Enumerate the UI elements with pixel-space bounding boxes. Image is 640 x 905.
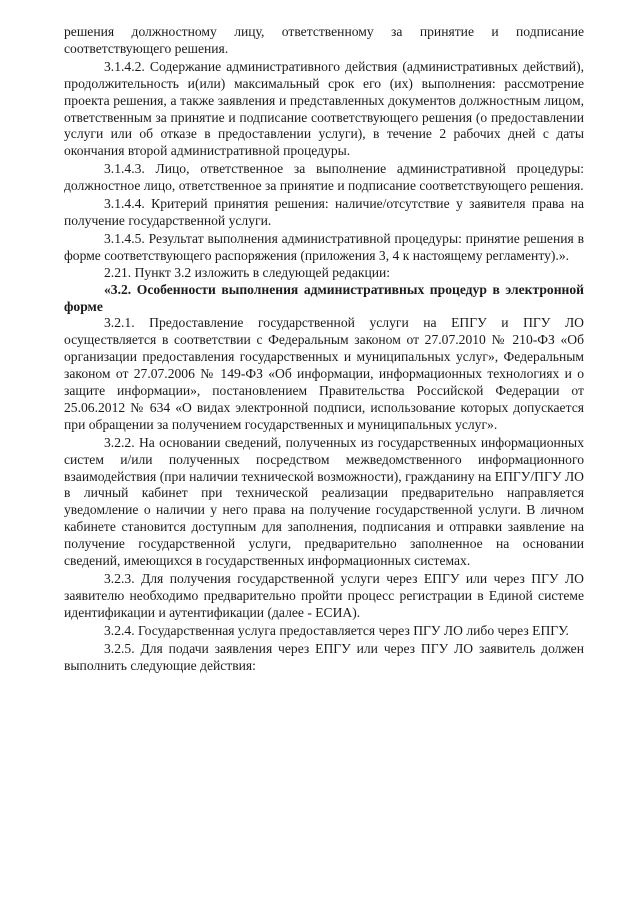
paragraph-3-1-4-5: 3.1.4.5. Результат выполнения административной процедуры: принятие решения в форме соответствующего распоряжения (приложения 3, 4 к настоящему регламенту).».: [64, 230, 584, 263]
paragraph-3-2-1: 3.2.1. Предоставление государственной услуги на ЕПГУ и ПГУ ЛО осуществляется в соответствии с Федеральным законом от 27.07.2010 № 210-ФЗ «Об организации предоставления государственных и муниципальных услуг», Федеральным законом от 27.07.2006 № 149-ФЗ «Об информации, информационных технологиях и о защите информации», постановлением Правительства Российской Федерации от 25.06.2012 № 634 «О видах электронной подписи, использование которых допускается при обращении за получением государственных и муниципальных услуг».: [64, 315, 584, 432]
paragraph-3-2-4: 3.2.4. Государственная услуга предоставляется через ПГУ ЛО либо через ЕПГУ.: [104, 622, 569, 638]
section-heading-3-2: «3.2. Особенности выполнения административных процедур в электронной форме: [64, 281, 584, 314]
paragraph-3-1-4-2: 3.1.4.2. Содержание административного действия (административных действий), продолжительность и(или) максимальный срок его (их) выполнения: рассмотрение проекта решения, а также заявления и представленных документов должностным лицом, ответственным за принятие и подписание соответствующего решения (о предоставлении услуги или об отказе в предоставлении услуги), в течение 2 рабочих дней с даты окончания второй административной процедуры.: [64, 58, 584, 159]
paragraph-3-2-2: 3.2.2. На основании сведений, полученных из государственных информационных систем и/или полученных посредством межведомственного информационного взаимодействия (при наличии технической возможности), гражданину на ЕПГУ/ПГУ ЛО в личный кабинет при технической реализации предварительно направляется уведомление о наличии у него права на получение государственной услуги. В личном кабинете становится доступным для заполнения, подписания и отправки заявление на получение государственной услуги, предварительно заполненное на основании сведений, имеющихся в государственных информационных системах.: [64, 434, 584, 569]
document-page: [64, 24, 584, 674]
paragraph-decision-continuation: решения должностному лицу, ответственному за принятие и подписание соответствующего решения.: [64, 24, 584, 56]
paragraph-3-2-3: 3.2.3. Для получения государственной услуги через ЕПГУ или через ПГУ ЛО заявителю необходимо предварительно пройти процесс регистрации в Единой системе идентификации и аутентификации (далее - ЕСИА).: [64, 571, 584, 620]
paragraph-3-2-5: 3.2.5. Для подачи заявления через ЕПГУ или через ПГУ ЛО заявитель должен выполнить следующие действия:: [64, 640, 584, 673]
paragraph-3-1-4-4: 3.1.4.4. Критерий принятия решения: наличие/отсутствие у заявителя права на получение государственной услуги.: [64, 196, 584, 228]
paragraph-2-21: 2.21. Пункт 3.2 изложить в следующей редакции:: [104, 264, 391, 280]
paragraph-3-1-4-3: 3.1.4.3. Лицо, ответственное за выполнение административной процедуры: должностное лицо, ответственное за принятие и подписание соответствующего решения.: [64, 161, 584, 194]
